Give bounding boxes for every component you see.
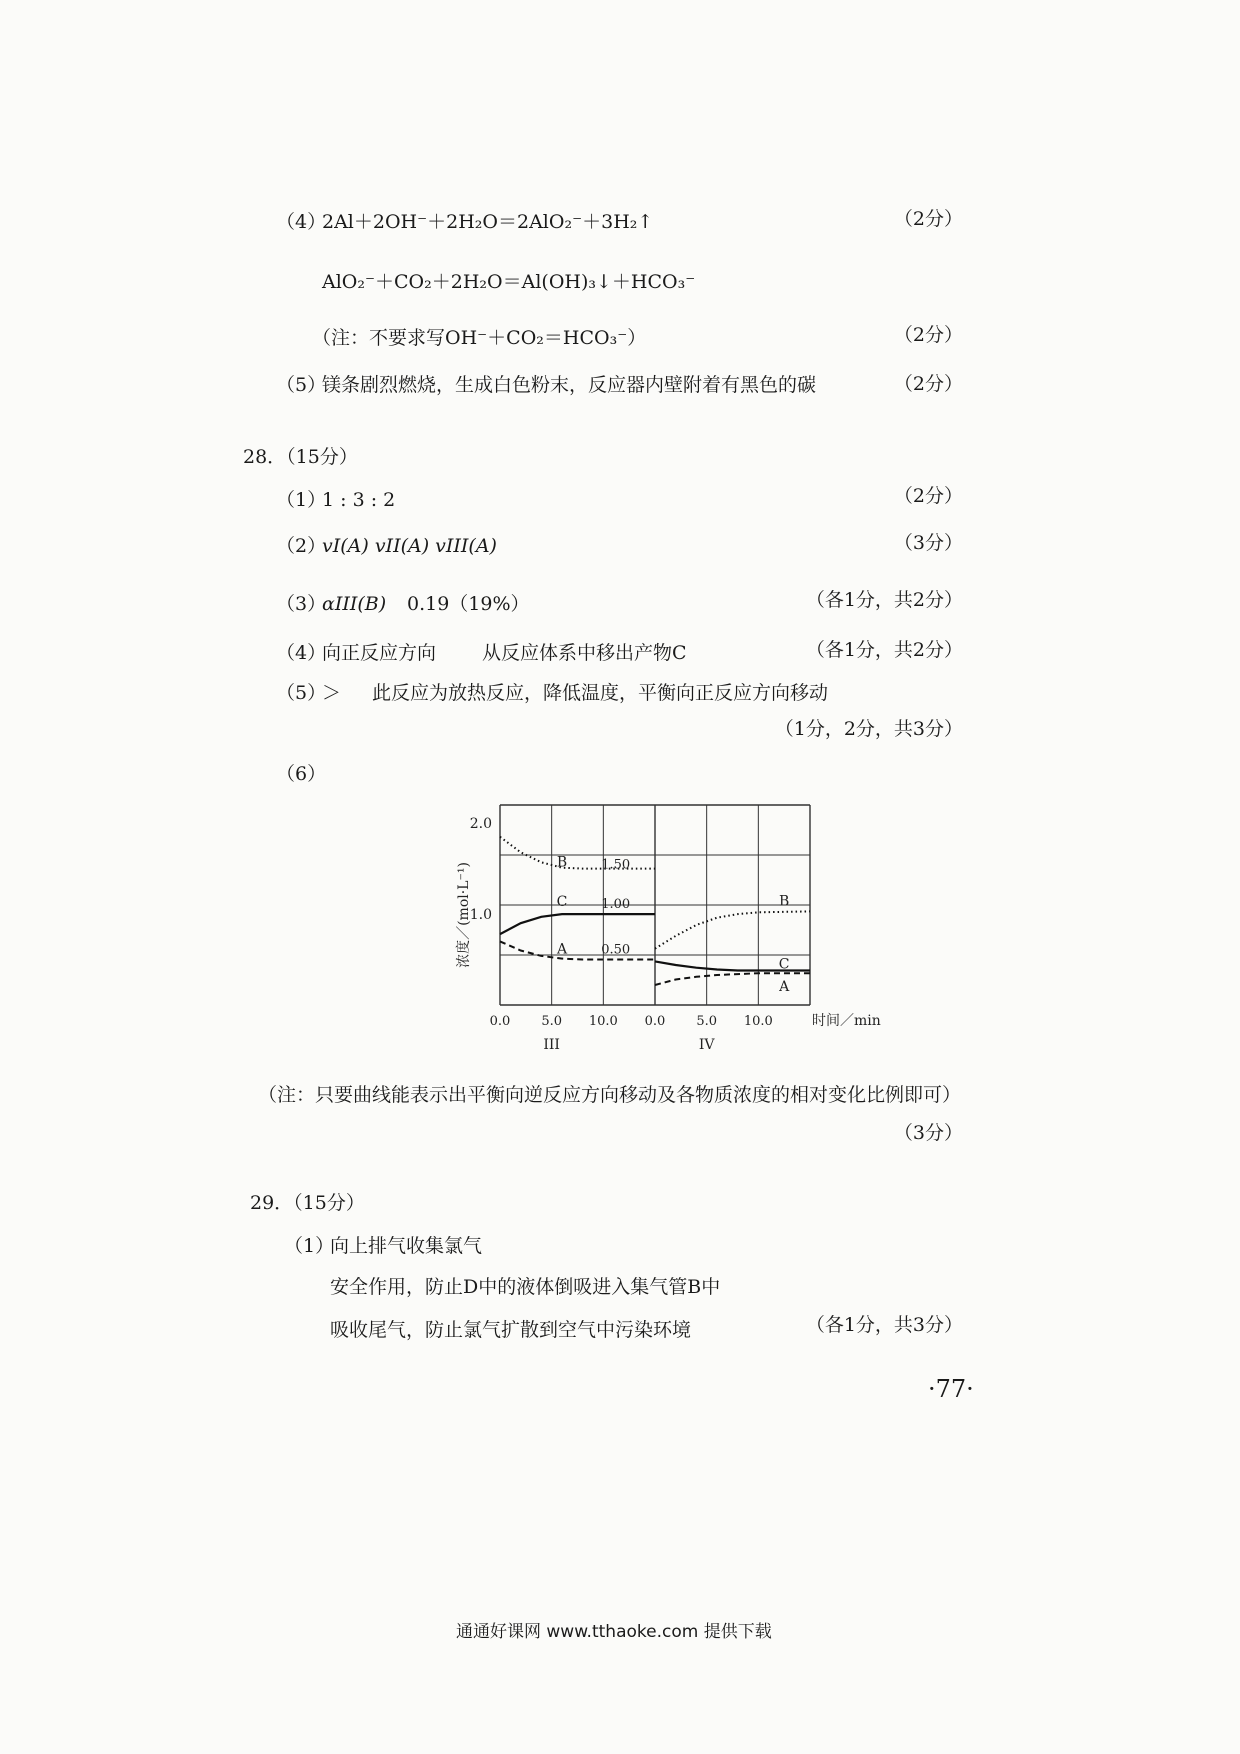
series-line-c-panel-iii <box>500 914 655 934</box>
q27-part4-eq1-score: （2分） <box>893 208 963 230</box>
q27-part4-label: （4） <box>276 211 327 233</box>
q28-note: （注：只要曲线能表示出平衡向逆反应方向移动及各物质浓度的相对变化比例即可） <box>258 1084 962 1106</box>
x-axis-label: 时间／min <box>812 1013 881 1029</box>
q29-header: 29．（15分） <box>250 1192 365 1214</box>
q28-p4-text-a: 向正反应方向 <box>322 642 437 664</box>
series-name-label: A <box>779 979 790 996</box>
q28-p4-label: （4） <box>276 642 327 664</box>
series-name-label: B <box>779 893 790 910</box>
q28-p5-label: （5） <box>276 682 327 704</box>
series-name-label: C <box>778 956 790 973</box>
q28-p2-label: （2） <box>276 535 327 557</box>
q28-p4-text-b: 从反应体系中移出产物C <box>482 642 687 664</box>
q28-p3-label: （3） <box>276 593 327 615</box>
x-tick-label: 5.0 <box>541 1014 563 1029</box>
q27-part4-note-score: （2分） <box>893 324 963 346</box>
chart-labels <box>455 816 881 1053</box>
x-tick-label: 0.0 <box>489 1014 511 1029</box>
q28-p6-label: （6） <box>276 763 327 785</box>
q28-p2-score: （3分） <box>893 532 963 554</box>
x-tick-label: 10.0 <box>588 1014 618 1029</box>
panel-label: IV <box>698 1037 715 1053</box>
q28-p2-text: vI(A) vII(A) vIII(A) <box>322 535 497 557</box>
x-tick-label: 0.0 <box>644 1014 666 1029</box>
y-tick-label: 2.0 <box>469 816 492 833</box>
concentration-time-chart <box>430 795 900 1065</box>
q28-p3-text-a: αIII(B) <box>322 593 387 615</box>
q28-p4-score: （各1分，共2分） <box>805 639 963 661</box>
q27-part5-score: （2分） <box>893 373 963 395</box>
series-name-label: B <box>556 854 568 871</box>
q27-part4-equation-1: 2Al＋2OH⁻＋2H₂O＝2AlO₂⁻＋3H₂↑ <box>322 211 654 233</box>
q29-p1-line2: 安全作用，防止D中的液体倒吸进入集气管B中 <box>330 1276 721 1298</box>
q29-p1-line3: 吸收尾气，防止氯气扩散到空气中污染环境 <box>330 1319 692 1341</box>
x-tick-label: 10.0 <box>743 1014 773 1029</box>
chart-grid <box>500 805 810 1005</box>
value-annotation: 1.00 <box>601 897 631 913</box>
panel-label: III <box>543 1037 560 1053</box>
x-tick-label: 5.0 <box>696 1014 718 1029</box>
q27-part5-label: （5） <box>276 374 327 396</box>
q28-p3-score: （各1分，共2分） <box>805 589 963 611</box>
q28-header: 28．（15分） <box>243 446 358 468</box>
page-number: ·77· <box>928 1375 974 1403</box>
q27-part4-equation-2: AlO₂⁻＋CO₂＋2H₂O＝Al(OH)₃↓＋HCO₃⁻ <box>322 271 696 293</box>
q28-p1-label: （1） <box>276 489 327 511</box>
q29-p1-label: （1） <box>284 1235 335 1257</box>
series-line-b-panel-iv <box>655 911 810 948</box>
q28-p1-text: 1 : 3 : 2 <box>322 489 396 511</box>
value-annotation: 0.50 <box>601 942 631 958</box>
q28-p5-score: （1分，2分，共3分） <box>774 718 963 740</box>
series-name-label: C <box>556 894 568 911</box>
series-name-label: A <box>556 941 568 958</box>
q28-p3-text-b: 0.19（19%） <box>407 593 530 615</box>
series-line-b-panel-iii <box>500 837 655 869</box>
footer-text: 通通好课网 www.tthaoke.com 提供下载 <box>456 1622 772 1642</box>
q27-part5-text: 镁条剧烈燃烧，生成白色粉末，反应器内壁附着有黑色的碳 <box>322 374 817 396</box>
q28-p5-text-b: 此反应为放热反应，降低温度，平衡向正反应方向移动 <box>372 682 829 704</box>
y-tick-label: 1.0 <box>469 907 492 924</box>
q28-p5-text-a: ＞ <box>322 682 342 704</box>
q29-p1-score: （各1分，共3分） <box>805 1314 963 1336</box>
y-axis-label: 浓度／(mol·L⁻¹) <box>456 862 472 968</box>
series-line-a-panel-iii <box>500 941 655 959</box>
q27-part4-note: （注：不要求写OH⁻＋CO₂＝HCO₃⁻） <box>312 327 647 349</box>
q29-p1-line1: 向上排气收集氯气 <box>330 1235 483 1257</box>
q28-p1-score: （2分） <box>893 485 963 507</box>
q28-note-score: （3分） <box>893 1122 963 1144</box>
value-annotation: 1.50 <box>601 857 631 873</box>
